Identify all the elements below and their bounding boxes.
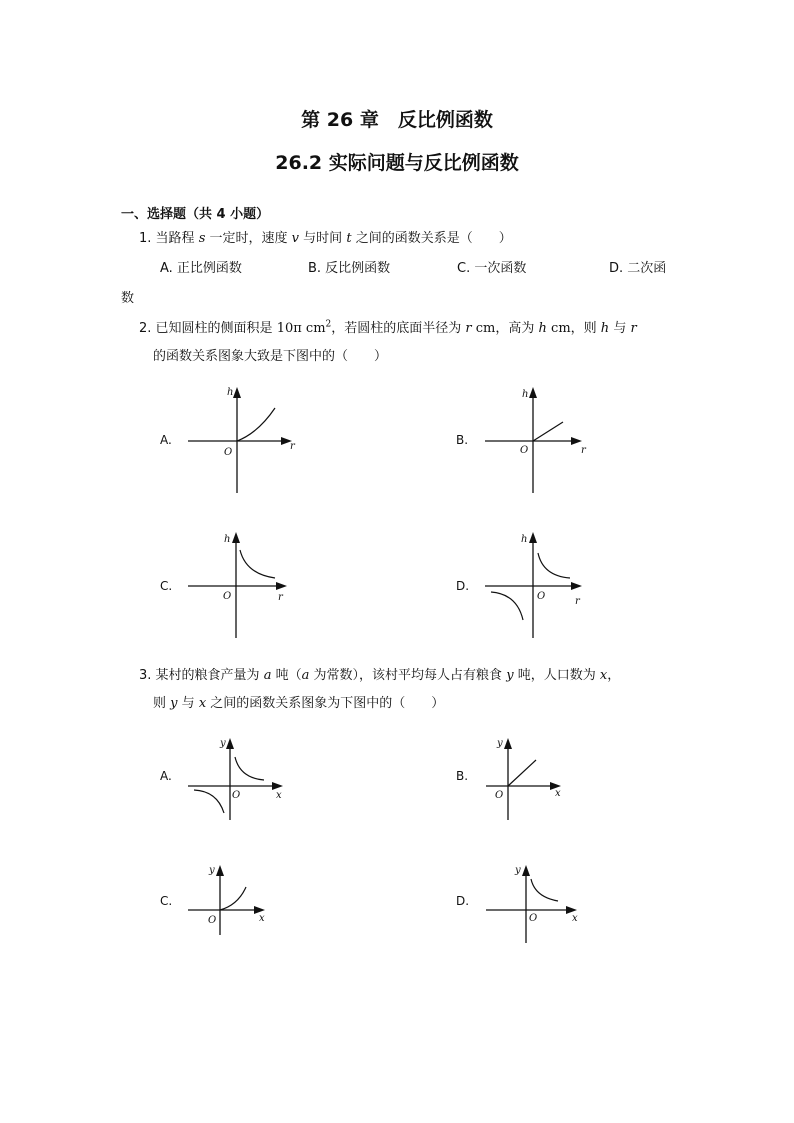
x-axis-label: r xyxy=(581,445,586,456)
q2-graph-a[interactable] xyxy=(180,383,305,498)
function-curve xyxy=(237,408,275,441)
x-axis-label: x xyxy=(555,788,561,799)
q1-option-c[interactable]: C. 一次函数 xyxy=(457,261,527,276)
origin-label: O xyxy=(224,447,233,458)
y-axis-label: y xyxy=(220,738,226,749)
origin-label: O xyxy=(232,790,241,801)
x-axis-label: r xyxy=(278,592,283,603)
q1-option-d[interactable]: D. 二次函 xyxy=(609,261,667,276)
origin-label: O xyxy=(208,915,217,926)
question-3: 3. 某村的粮食产量为 a 吨（a 为常数），该村平均每人占有粮食 y 吨，人口数为 x， xyxy=(139,668,621,683)
question-number: 3. xyxy=(139,668,152,683)
function-curve xyxy=(220,887,246,910)
x-arrow-icon xyxy=(272,782,283,790)
function-curve xyxy=(240,550,275,578)
origin-label: O xyxy=(529,913,538,924)
function-curve xyxy=(531,879,558,901)
q2-option-a-label[interactable]: A. xyxy=(160,433,172,447)
y-arrow-icon xyxy=(216,865,224,876)
q2-option-b-label[interactable]: B. xyxy=(456,433,469,447)
origin-label: O xyxy=(223,591,232,602)
y-axis-label: h xyxy=(227,387,234,398)
origin-label: O xyxy=(537,591,546,602)
question-number: 2. xyxy=(139,321,152,336)
y-axis-label: h xyxy=(522,389,529,400)
question-number: 1. xyxy=(139,231,152,246)
y-arrow-icon xyxy=(232,532,240,543)
y-axis-label: h xyxy=(224,534,231,545)
question-1: 1. 当路程 s 一定时，速度 v 与时间 t 之间的函数关系是（ ） xyxy=(139,231,512,246)
x-arrow-icon xyxy=(276,582,287,590)
q1-option-b[interactable]: B. 反比例函数 xyxy=(308,261,391,276)
q2-graph-c[interactable] xyxy=(180,528,305,643)
q3-graph-c[interactable] xyxy=(180,853,280,938)
x-axis-label: x xyxy=(259,913,265,924)
q2-option-c-label[interactable]: C. xyxy=(160,579,173,593)
x-arrow-icon xyxy=(571,582,582,590)
q3-graph-a[interactable] xyxy=(180,728,300,823)
chapter-title: 第 26 章 反比例函数 xyxy=(301,109,493,131)
y-arrow-icon xyxy=(226,738,234,749)
function-line xyxy=(508,760,536,786)
function-line xyxy=(533,422,563,441)
q1-option-a[interactable]: A. 正比例函数 xyxy=(160,261,242,276)
y-axis-label: y xyxy=(515,865,521,876)
question-2: 2. 已知圆柱的侧面积是 10π $cm^2$，若圆柱的底面半径为 r cm，高为 h cm，则 h 与 r xyxy=(139,319,637,336)
question-3-line-2: 则 y 与 x 之间的函数关系图象为下图中的（ ） xyxy=(153,696,445,711)
q2-graph-d[interactable] xyxy=(477,528,602,643)
q3-option-b-label[interactable]: B. xyxy=(456,769,469,783)
q3-option-a-label[interactable]: A. xyxy=(160,769,172,783)
function-curve-q1 xyxy=(538,553,570,578)
function-curve-q3 xyxy=(194,790,224,813)
part-heading: 一、选择题（共 4 小题） xyxy=(121,207,270,222)
y-arrow-icon xyxy=(233,387,241,398)
y-arrow-icon xyxy=(522,865,530,876)
x-axis-label: x xyxy=(276,790,282,801)
q3-graph-b[interactable] xyxy=(480,728,580,823)
section-title: 26.2 实际问题与反比例函数 xyxy=(275,152,519,174)
y-arrow-icon xyxy=(504,738,512,749)
y-axis-label: y xyxy=(497,738,503,749)
x-arrow-icon xyxy=(571,437,582,445)
origin-label: O xyxy=(495,790,504,801)
x-axis-label: x xyxy=(572,913,578,924)
function-curve-q1 xyxy=(235,757,264,780)
q3-option-d-label[interactable]: D. xyxy=(456,894,470,908)
q1-option-d-wrap: 数 xyxy=(121,291,135,306)
q3-option-c-label[interactable]: C. xyxy=(160,894,173,908)
x-axis-label: r xyxy=(575,596,580,607)
q2-option-d-label[interactable]: D. xyxy=(456,579,470,593)
origin-label: O xyxy=(520,445,529,456)
q3-graph-d[interactable] xyxy=(480,853,590,948)
function-curve-q3 xyxy=(491,592,523,620)
question-2-line-2: 的函数关系图象大致是下图中的（ ） xyxy=(153,349,388,364)
y-arrow-icon xyxy=(529,532,537,543)
x-axis-label: r xyxy=(290,441,295,452)
q2-graph-b[interactable] xyxy=(477,383,602,498)
y-arrow-icon xyxy=(529,387,537,398)
y-axis-label: h xyxy=(521,534,528,545)
y-axis-label: y xyxy=(209,865,215,876)
